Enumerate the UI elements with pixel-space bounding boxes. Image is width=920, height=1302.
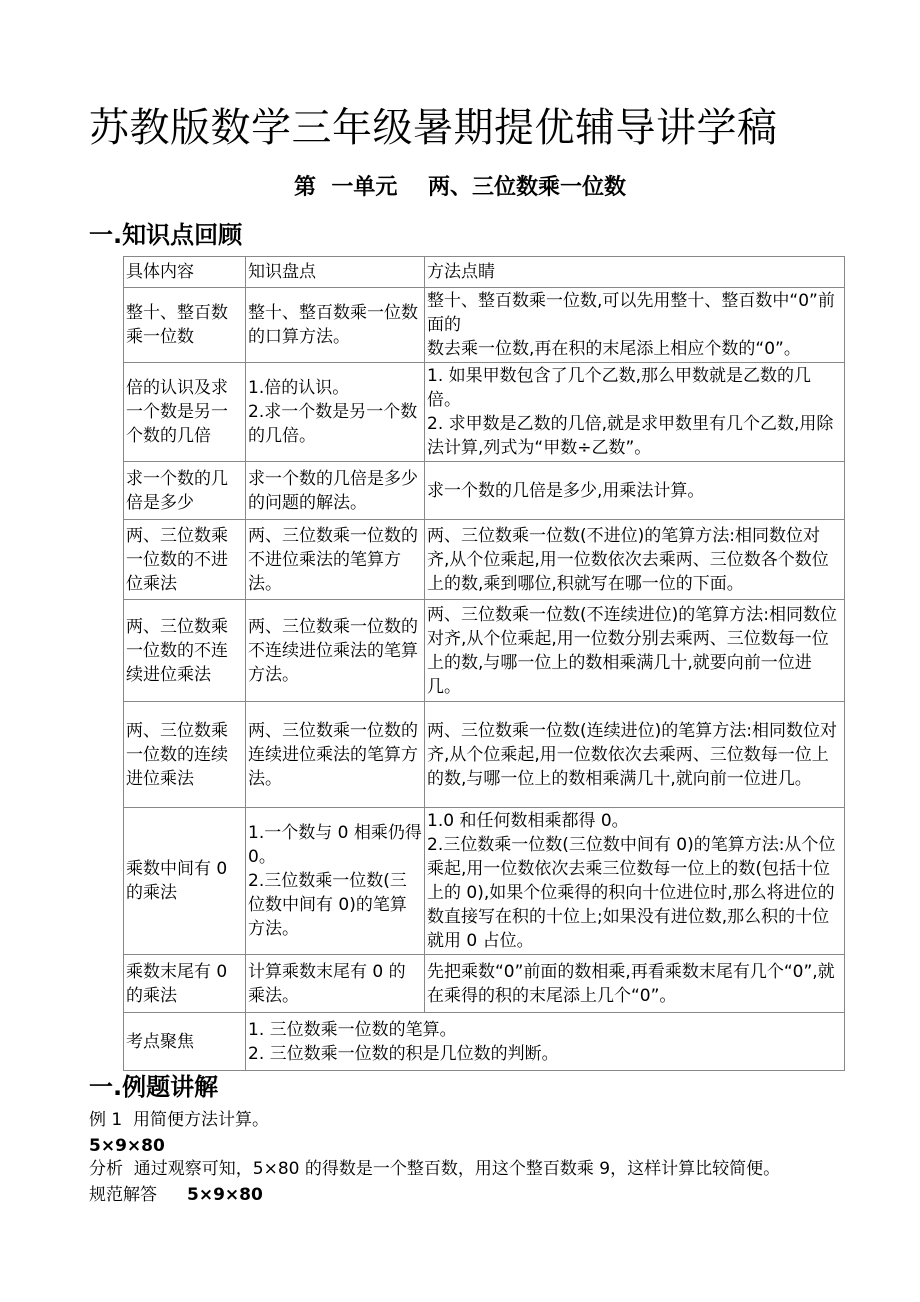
table-row <box>124 288 845 363</box>
content-cell: 两、三位数乘一位数的不连续进位乘法 <box>124 600 246 702</box>
header-cell: 具体内容 <box>124 257 246 288</box>
method-cell: 两、三位数乘一位数(不连续进位)的笔算方法:相同数位对齐,从个位乘起,用一位数分别去乘两、三位数每一位上的数,与哪一位上的数相乘满几十,就要向前一位进几。 <box>425 600 845 702</box>
method-cell: 1. 如果甲数包含了几个乙数,那么甲数就是乙数的几倍。 2. 求甲数是乙数的几倍,就是求甲数里有几个乙数,用除法计算,列式为“甲数÷乙数”。 <box>425 363 845 462</box>
table-row <box>124 955 845 1013</box>
section-heading-examples: 一.例题讲解 <box>89 1073 219 1101</box>
knowledge-cell: 整十、整百数乘一位数的口算方法。 <box>246 288 425 363</box>
knowledge-cell: 1.一个数与 0 相乘仍得 0。 2.三位数乘一位数(三位数中间有 0)的笔算方法。 <box>246 808 425 955</box>
method-cell: 1.0 和任何数相乘都得 0。 2.三位数乘一位数(三位数中间有 0)的笔算方法:从个位乘起,用一位数依次去乘三位数每一位上的数(包括十位上的 0),如果个位乘得的积向十位进位时,那么将进位的数直接写在积的十位上;如果没有进位数,那么积的十位就用 0 占位。 <box>425 808 845 955</box>
table-row <box>124 363 845 462</box>
table-row <box>124 520 845 600</box>
knowledge-cell: 两、三位数乘一位数的连续进位乘法的笔算方法。 <box>246 702 425 808</box>
content-cell: 倍的认识及求一个数是另一个数的几倍 <box>124 363 246 462</box>
content-cell: 整十、整百数乘一位数 <box>124 288 246 363</box>
document-title: 苏教版数学三年级暑期提优辅导讲学稿 <box>89 105 778 151</box>
header-cell: 方法点睛 <box>425 257 845 288</box>
focus-label-cell: 考点聚焦 <box>124 1013 246 1071</box>
method-cell: 求一个数的几倍是多少,用乘法计算。 <box>425 462 845 520</box>
content-cell: 乘数中间有 0 的乘法 <box>124 808 246 955</box>
method-cell: 两、三位数乘一位数(不进位)的笔算方法:相同数位对齐,从个位乘起,用一位数依次去乘两、三位数各个数位上的数,乘到哪位,积就写在哪一位的下面。 <box>425 520 845 600</box>
method-cell: 两、三位数乘一位数(连续进位)的笔算方法:相同数位对齐,从个位乘起,用一位数依次去乘两、三位数每一位上的数,与哪一位上的数相乘满几十,就向前一位进几。 <box>425 702 845 808</box>
content-cell: 求一个数的几倍是多少 <box>124 462 246 520</box>
content-cell: 乘数末尾有 0 的乘法 <box>124 955 246 1013</box>
content-cell: 两、三位数乘一位数的不进位乘法 <box>124 520 246 600</box>
table-row <box>124 600 845 702</box>
knowledge-cell: 计算乘数末尾有 0 的乘法。 <box>246 955 425 1013</box>
header-cell: 知识盘点 <box>246 257 425 288</box>
method-cell: 先把乘数“0”前面的数相乘,再看乘数末尾有几个“0”,就在乘得的积的末尾添上几个“0”。 <box>425 955 845 1013</box>
table-row-focus <box>124 1013 845 1071</box>
knowledge-cell: 求一个数的几倍是多少的问题的解法。 <box>246 462 425 520</box>
unit-title: 第 一单元 两、三位数乘一位数 <box>294 175 626 200</box>
knowledge-cell: 1.倍的认识。 2.求一个数是另一个数的几倍。 <box>246 363 425 462</box>
example-expression: 5×9×80 <box>89 1136 165 1156</box>
example-title: 例 1 用简便方法计算。 <box>89 1110 270 1130</box>
knowledge-cell: 两、三位数乘一位数的不连续进位乘法的笔算方法。 <box>246 600 425 702</box>
answer-label: 规范解答 <box>89 1185 157 1205</box>
focus-text-cell: 1. 三位数乘一位数的笔算。 2. 三位数乘一位数的积是几位数的判断。 <box>246 1013 845 1071</box>
method-cell: 整十、整百数乘一位数,可以先用整十、整百数中“0”前面的 数去乘一位数,再在积的末尾添上相应个数的“0”。 <box>425 288 845 363</box>
table-row <box>124 808 845 955</box>
knowledge-cell: 两、三位数乘一位数的不进位乘法的笔算方法。 <box>246 520 425 600</box>
answer-expression: 5×9×80 <box>187 1185 263 1205</box>
table-header-row <box>124 257 845 288</box>
knowledge-table <box>123 256 845 1071</box>
example-analysis <box>89 1157 780 1181</box>
analysis-label: 分析 <box>89 1159 123 1179</box>
table-row <box>124 702 845 808</box>
analysis-text: 通过观察可知，5×80 的得数是一个整百数，用这个整百数乘 9，这样计算比较简便。 <box>123 1159 781 1179</box>
content-cell: 两、三位数乘一位数的连续进位乘法 <box>124 702 246 808</box>
table-row <box>124 462 845 520</box>
example-answer <box>89 1183 263 1207</box>
section-heading-review: 一.知识点回顾 <box>89 221 243 249</box>
